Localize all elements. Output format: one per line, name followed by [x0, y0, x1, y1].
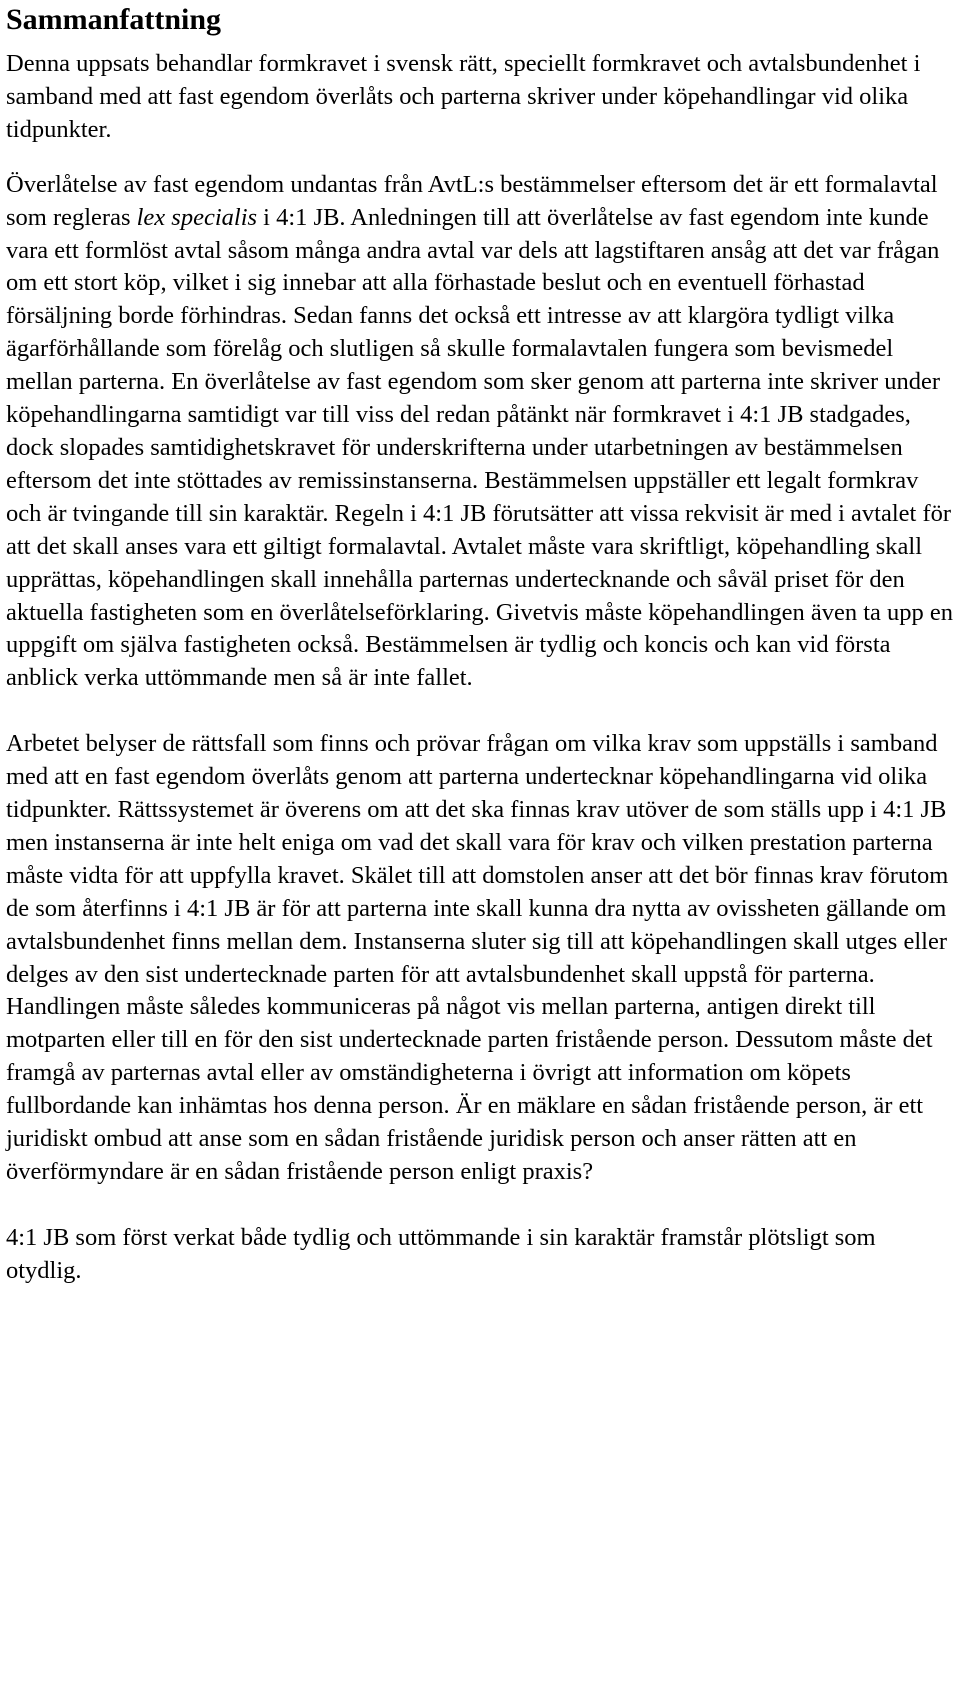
- italic-term-lex-specialis: lex specialis: [136, 203, 258, 231]
- paragraph-2-lead: Överlåtelse av fast egendom undantas från AvtL:s bestämmelser eftersom det är ett formalavtal som regleras: [6, 170, 938, 231]
- section-heading: Sammanfattning: [6, 3, 222, 36]
- summary-paragraph-4: 4:1 JB som först verkat både tydlig och uttömmande i sin karaktär framstår plötsligt som otydlig.: [6, 1223, 876, 1284]
- summary-paragraph-3: Arbetet belyser de rättsfall som finns och prövar frågan om vilka krav som uppställs i samband med att en fast egendom överlåts genom att parterna undertecknar köpehandlingarna vid olika tidpunkter. Rättssystemet är överens om att det ska finnas krav utöver de som ställs upp i 4:1 JB men instanserna är inte helt eniga om vad det skall vara för krav och vilken prestation parterna måste vidta för att uppfylla kravet. Skälet till att domstolen anser att det bör finnas krav förutom de som återfinns i 4:1 JB är för att parterna inte skall kunna dra nytta av ovissheten gällande om avtalsbundenhet finns mellan dem. Instanserna sluter sig till att köpehandlingen skall utges eller delges av den sist undertecknade parten för att avtalsbundenhet skall uppstå för parterna. Handlingen måste således kommuniceras på något vis mellan parterna, antigen direkt till motparten eller till en för den sist undertecknade parten fristående person. Dessutom måste det framgå av parternas avtal eller av omständigheterna i övrigt att information om köpets fullbordande kan inhämtas hos denna person. Är en mäklare en sådan fristående person, är ett juridiskt ombud att anse som en sådan fristående juridisk person och anser rätten att en överförmyndare är en sådan fristående person enligt praxis?: [6, 730, 949, 1185]
- paragraph-2-body: i 4:1 JB. Anledningen till att överlåtelse av fast egendom inte kunde vara ett formlöst avtal såsom många andra avtal var dels att lagstiftaren ansåg att det var frågan om ett stort köp, vilket i sig innebar att alla förhastade beslut och en eventuell förhastad försäljning borde förhindras. Sedan fanns det också ett intresse av att klargöra tydligt vilka ägarförhållande som förelåg och slutligen så skulle formalavtalen fungera som bevismedel mellan parterna. En överlåtelse av fast egendom som sker genom att parterna inte skriver under köpehandlingarna samtidigt var till viss del redan påtänkt när formkravet i 4:1 JB stadgades, dock slopades samtidighetskravet för underskrifterna under utarbetningen av bestämmelsen eftersom det inte stöttades av remissinstanserna. Bestämmelsen uppställer ett legalt formkrav och är tvingande till sin karaktär. Regeln i 4:1 JB förutsätter att vissa rekvisit är med i avtalet för att det skall anses vara ett giltigt formalavtal. Avtalet måste vara skriftligt, köpehandling skall upprättas, köpehandlingen skall innehålla parternas undertecknande och såväl priset för den aktuella fastigheten som en överlåtelseförklaring. Givetvis måste köpehandlingen även ta upp en uppgift om själva fastigheten också. Bestämmelsen är tydlig och koncis och kan vid första anblick verka uttömmande men så är inte fallet.: [6, 203, 954, 692]
- document-page: [6, 0, 956, 1288]
- summary-paragraph-2: [6, 169, 956, 696]
- summary-paragraph-1: Denna uppsats behandlar formkravet i svensk rätt, speciellt formkravet och avtalsbundenhet i samband med att fast egendom överlåts och parterna skriver under köpehandlingar vid olika tidpunkter.: [6, 50, 921, 143]
